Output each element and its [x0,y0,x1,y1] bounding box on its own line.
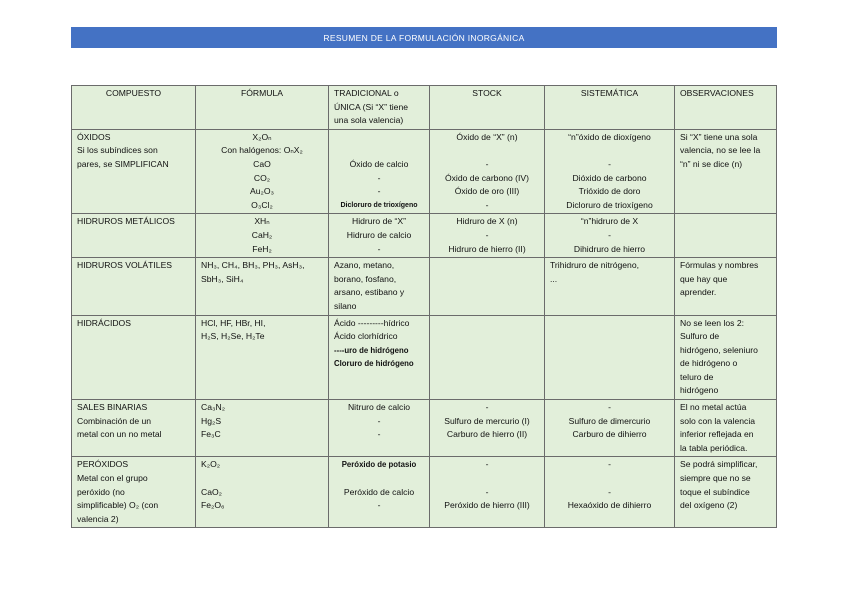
cell-stock: - Sulfuro de mercurio (I) Carburo de hierro (II) [430,400,545,457]
cell-stock [430,315,545,400]
cell-observaciones: Se podrá simplificar, siempre que no se toque el subíndice del oxígeno (2) [675,457,777,528]
header-observaciones: OBSERVACIONES [675,86,777,130]
cell-formula: NH₃, CH₄, BH₃, PH₃, AsH₃, SbH₃, SiH₄ [196,258,329,315]
cell-observaciones [675,214,777,258]
cell-observaciones: No se leen los 2: Sulfuro de hidrógeno, seleniuro de hidrógeno o teluro de hidrógeno [675,315,777,400]
cell-sistematica: Trihidruro de nitrógeno, ... [545,258,675,315]
cell-compuesto: ÓXIDOS Si los subíndices son pares, se SIMPLIFICAN [72,129,196,214]
cell-sistematica: “n”óxido de dioxígeno - Dióxido de carbono Trióxido de doro Dicloruro de trioxígeno [545,129,675,214]
cell-compuesto: HIDRÁCIDOS [72,315,196,400]
table-row-hidracidos [72,315,777,400]
cell-tradicional: Nitruro de calcio - - [329,400,430,457]
cell-compuesto: HIDRUROS METÁLICOS [72,214,196,258]
formulation-table [71,85,777,528]
table-row-hidruros-volatiles [72,258,777,315]
table-row-hidruros-metalicos [72,214,777,258]
cell-formula: HCl, HF, HBr, HI, H₂S, H₂Se, H₂Te [196,315,329,400]
cell-observaciones: El no metal actúa solo con la valencia inferior reflejada en la tabla periódica. [675,400,777,457]
cell-sistematica: - Sulfuro de dimercurio Carburo de dihierro [545,400,675,457]
cell-compuesto: HIDRUROS VOLÁTILES [72,258,196,315]
table-row-sales-binarias [72,400,777,457]
cell-formula: X₂Oₙ Con halógenos: OₙX₂ CaO CO₂ Au₂O₃ O₃Cl₂ [196,129,329,214]
header-row [72,86,777,130]
cell-formula: XHₙ CaH₂ FeH₂ [196,214,329,258]
cell-stock: Hidruro de X (n) - Hidruro de hierro (II) [430,214,545,258]
cell-sistematica [545,315,675,400]
cell-stock: Óxido de “X” (n) - Óxido de carbono (IV) Óxido de oro (III) - [430,129,545,214]
cell-observaciones: Fórmulas y nombres que hay que aprender. [675,258,777,315]
cell-stock: - - Peróxido de hierro (III) [430,457,545,528]
table-row-oxidos [72,129,777,214]
cell-observaciones: Si “X” tiene una sola valencia, no se lee la “n” ni se dice (n) [675,129,777,214]
cell-compuesto: SALES BINARIAS Combinación de un metal con un no metal [72,400,196,457]
cell-stock [430,258,545,315]
cell-sistematica: - - Hexaóxido de dihierro [545,457,675,528]
cell-formula: K₂O₂ CaO₂ Fe₂O₆ [196,457,329,528]
cell-compuesto: PERÓXIDOS Metal con el grupo peróxido (no simplificable) O₂ (con valencia 2) [72,457,196,528]
cell-tradicional: Hidruro de “X” Hidruro de calcio - [329,214,430,258]
cell-tradicional: Peróxido de potasio Peróxido de calcio - [329,457,430,528]
page-title: RESUMEN DE LA FORMULACIÓN INORGÁNICA [71,27,777,48]
table-row-peroxidos [72,457,777,528]
cell-tradicional: Azano, metano, borano, fosfano, arsano, estibano y silano [329,258,430,315]
cell-sistematica: “n”hidruro de X - Dihidruro de hierro [545,214,675,258]
cell-tradicional: Ácido ---------hídrico Ácido clorhídrico ----uro de hidrógeno Cloruro de hidrógeno [329,315,430,400]
header-tradicional: TRADICIONAL o ÚNICA (Si “X” tiene una sola valencia) [329,86,430,130]
header-stock: STOCK [430,86,545,130]
header-compuesto: COMPUESTO [72,86,196,130]
header-sistematica: SISTEMÁTICA [545,86,675,130]
cell-tradicional: Óxido de calcio - - Dicloruro de trioxígeno [329,129,430,214]
header-formula: FÓRMULA [196,86,329,130]
cell-formula: Ca₃N₂ Hg₂S Fe₃C [196,400,329,457]
